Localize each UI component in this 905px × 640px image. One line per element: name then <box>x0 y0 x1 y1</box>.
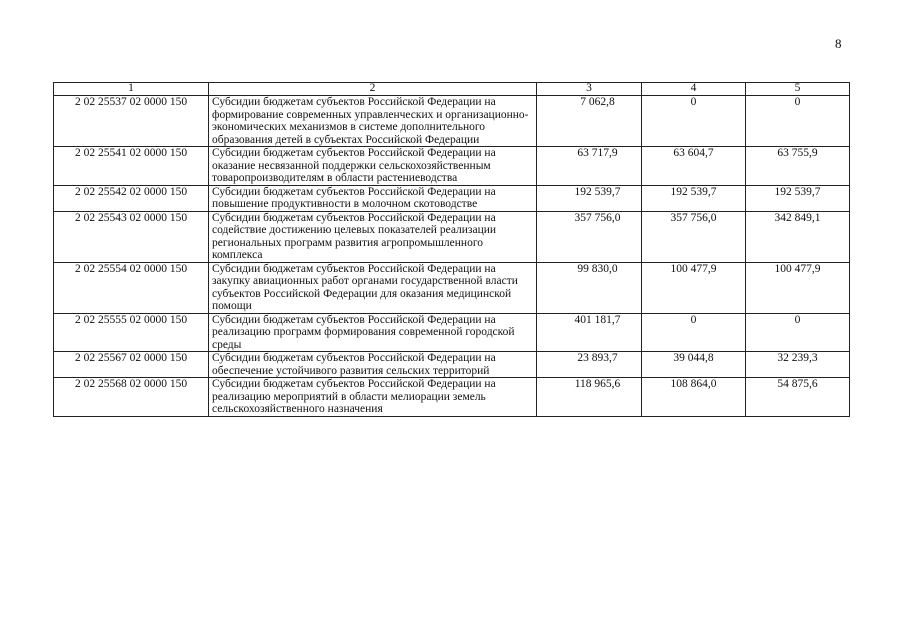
table-row <box>54 211 850 262</box>
value-col5-cell: 0 <box>746 313 850 352</box>
description-cell: Субсидии бюджетам субъектов Российской Федерации на реализацию мероприятий в области мелиорации земель сельскохозяйственного назначения <box>209 378 537 417</box>
description-cell: Субсидии бюджетам субъектов Российской Федерации на формирование современных управленческих и организационно-экономических механизмов в системе дополнительного образования детей в субъектах Российской Федерации <box>209 96 537 147</box>
budget-code-cell: 2 02 25537 02 0000 150 <box>54 96 209 147</box>
description-cell: Субсидии бюджетам субъектов Российской Федерации на обеспечение устойчивого развития сельских территорий <box>209 352 537 378</box>
description-cell: Субсидии бюджетам субъектов Российской Федерации на реализацию программ формирования современной городской среды <box>209 313 537 352</box>
column-header-4: 4 <box>642 83 746 96</box>
value-col3-cell: 118 965,6 <box>537 378 642 417</box>
budget-code-cell: 2 02 25543 02 0000 150 <box>54 211 209 262</box>
value-col5-cell: 100 477,9 <box>746 262 850 313</box>
value-col3-cell: 357 756,0 <box>537 211 642 262</box>
table-row <box>54 352 850 378</box>
table-row <box>54 96 850 147</box>
value-col3-cell: 99 830,0 <box>537 262 642 313</box>
value-col3-cell: 192 539,7 <box>537 185 642 211</box>
header-row <box>54 83 850 96</box>
value-col3-cell: 63 717,9 <box>537 147 642 186</box>
budget-code-cell: 2 02 25541 02 0000 150 <box>54 147 209 186</box>
description-cell: Субсидии бюджетам субъектов Российской Федерации на оказание несвязанной поддержки сельскохозяйственным товаропроизводителям в области растениеводства <box>209 147 537 186</box>
description-cell: Субсидии бюджетам субъектов Российской Федерации на повышение продуктивности в молочном скотоводстве <box>209 185 537 211</box>
budget-code-cell: 2 02 25567 02 0000 150 <box>54 352 209 378</box>
table-row <box>54 185 850 211</box>
budget-table <box>53 82 850 417</box>
value-col5-cell: 63 755,9 <box>746 147 850 186</box>
budget-code-cell: 2 02 25555 02 0000 150 <box>54 313 209 352</box>
table-row <box>54 313 850 352</box>
value-col5-cell: 0 <box>746 96 850 147</box>
value-col4-cell: 100 477,9 <box>642 262 746 313</box>
budget-code-cell: 2 02 25542 02 0000 150 <box>54 185 209 211</box>
page-number: 8 <box>835 36 842 51</box>
table-body <box>54 96 850 417</box>
value-col4-cell: 39 044,8 <box>642 352 746 378</box>
table-row <box>54 378 850 417</box>
value-col5-cell: 32 239,3 <box>746 352 850 378</box>
value-col4-cell: 108 864,0 <box>642 378 746 417</box>
budget-code-cell: 2 02 25568 02 0000 150 <box>54 378 209 417</box>
column-header-2: 2 <box>209 83 537 96</box>
description-cell: Субсидии бюджетам субъектов Российской Федерации на закупку авиационных работ органами государственной власти субъектов Российской Федерации для оказания медицинской помощи <box>209 262 537 313</box>
value-col4-cell: 63 604,7 <box>642 147 746 186</box>
value-col4-cell: 0 <box>642 313 746 352</box>
value-col5-cell: 192 539,7 <box>746 185 850 211</box>
value-col4-cell: 192 539,7 <box>642 185 746 211</box>
table-row <box>54 262 850 313</box>
table-header <box>54 83 850 96</box>
value-col5-cell: 342 849,1 <box>746 211 850 262</box>
table-row <box>54 147 850 186</box>
column-header-5: 5 <box>746 83 850 96</box>
value-col3-cell: 401 181,7 <box>537 313 642 352</box>
value-col3-cell: 7 062,8 <box>537 96 642 147</box>
budget-code-cell: 2 02 25554 02 0000 150 <box>54 262 209 313</box>
value-col4-cell: 0 <box>642 96 746 147</box>
description-cell: Субсидии бюджетам субъектов Российской Федерации на содействие достижению целевых показателей реализации региональных программ развития агропромышленного комплекса <box>209 211 537 262</box>
value-col3-cell: 23 893,7 <box>537 352 642 378</box>
value-col5-cell: 54 875,6 <box>746 378 850 417</box>
column-header-3: 3 <box>537 83 642 96</box>
column-header-1: 1 <box>54 83 209 96</box>
value-col4-cell: 357 756,0 <box>642 211 746 262</box>
